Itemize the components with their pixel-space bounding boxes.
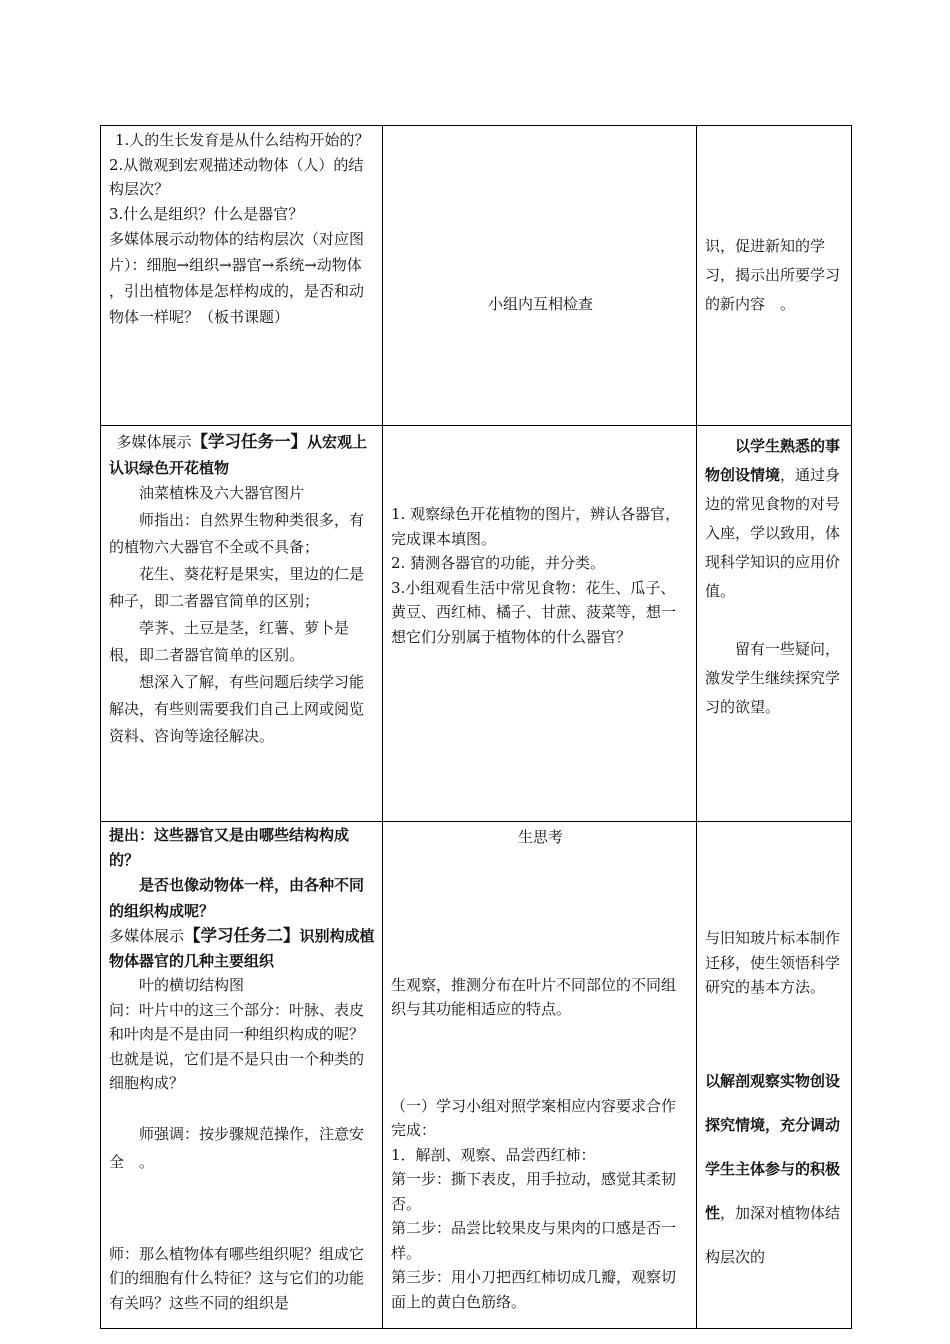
student-activity-cell [383,126,697,426]
task-one-desc: 从宏观上认识绿色开花植物 [109,433,368,477]
teacher-followup: 师：那么植物体有哪些组织呢？组成它们的细胞有什么特征？这与它们的功能有关吗？这些不同的组织是 [109,1244,365,1312]
teacher-note: 师指出：自然界生物种类很多，有的植物六大器官不全或不具备； [109,510,365,556]
task-two-title: 【学习任务二】 [184,926,300,945]
student-step: 2. 猜测各器官的功能，并分类。 [391,554,606,572]
student-step: 第一步：撕下表皮，用手拉动，感觉其柔韧否。 [391,1170,677,1213]
question-2: 2.从微观到宏观描述动物体（人）的结构层次？ [109,155,364,198]
figure-caption: 油菜植株及六大器官图片 [139,484,305,502]
design-intent-bold: 以解剖观察实物创设探究情境，充分调动学生主体参与的积极性 [705,1071,841,1222]
teacher-stress: 师强调：按步骤规范操作，注意安全 。 [109,1124,365,1171]
student-group-task: （一）学习小组对照学案相应内容要求合作完成： [391,1096,677,1139]
lesson-plan-table [100,125,852,1329]
teacher-activity-cell [101,126,383,426]
design-intent-bold: 以学生熟悉的事物创设情境 [705,437,841,484]
table-row [101,822,852,1329]
question-1: 1.人的生长发育是从什么结构开始的？ [115,131,370,149]
teacher-activity-cell [101,426,383,822]
student-step: 第二步：品尝比较果皮与果肉的口感是否一样。 [391,1219,677,1262]
question-prompt: 是否也像动物体一样，由各种不同的组织构成呢？ [109,876,365,920]
teacher-note: 荸荠、土豆是茎，红薯、萝卜是根，即二者器官简单的区别。 [109,618,350,664]
design-intent-text [705,1059,845,1279]
student-step: 3.小组观看生活中常见食物：花生、瓜子、黄豆、西红柿、橘子、甘蔗、菠菜等，想一想它们分别属于植物体的什么器官？ [391,578,677,646]
teacher-note: 想深入了解，有些问题后续学习能解决，有些则需要我们自己上网或阅览资料、咨询等途径解决。 [109,672,365,745]
student-think: 生思考 [517,828,563,846]
task-two-desc: 识别构成植物体器官的几种主要组织 [109,927,375,970]
student-activity-cell [383,426,697,822]
teacher-question: 问：叶片中的这三个部分：叶脉、表皮和叶肉是不是由同一种组织构成的呢？也就是说，它们是不是只由一个种类的细胞构成？ [109,1000,365,1092]
task-two-heading [109,924,376,973]
student-step: 1. 观察绿色开花植物的图片，辨认各器官，完成课本填图。 [391,505,681,548]
design-intent-rest: ，加深对植物体结构层次的 [705,1203,841,1266]
media-intro: 多媒体展示动物体的结构层次（对应图片）：细胞→组织→器官→系统→动物体 ，引出植物体是怎样构成的，是否和动物体一样呢？（板书课题） [109,230,365,326]
table-row [101,426,852,822]
design-intent-first: 与旧知玻片标本制作迁移，使生领悟科学研究的基本方法。 [705,929,841,996]
student-activity-text: 小组内互相检查 [487,294,593,313]
student-step: 第三步：用小刀把西红柿切成几瓣，观察切面上的黄白色筋络。 [391,1268,677,1311]
task-one-heading [109,429,376,481]
media-prefix: 多媒体展示 [109,927,185,945]
figure-caption: 叶的横切结构图 [139,976,245,994]
teacher-activity-cell [101,822,383,1329]
design-intent-rest: ，通过身边的常见食物的对号入座，学以致用，体现科学知识的应用价值。 [705,466,841,600]
design-intent-text [705,432,845,606]
design-intent-text: 识，促进新知的学习，揭示出所要学习的新内容 。 [705,237,841,313]
table-row [101,126,852,426]
student-observe: 生观察，推测分布在叶片不同部位的不同组织与其功能相适应的特点。 [391,975,677,1018]
student-step: 1．解剖、观察、品尝西红柿： [391,1145,596,1164]
design-intent-cell [697,126,852,426]
question-3: 3.什么是组织？什么是器官？ [109,204,304,223]
design-intent-cell [697,822,852,1329]
question-prompt: 提出：这些器官又是由哪些结构构成的？ [109,826,350,869]
media-prefix: 多媒体展示 [116,433,192,451]
teacher-note: 花生、葵花籽是果实，里边的仁是种子，即二者器官简单的区别； [109,564,365,610]
student-activity-cell [383,822,697,1329]
task-one-title: 【学习任务一】 [191,432,308,451]
design-intent-cell [697,426,852,822]
design-intent-second: 留有一些疑问，激发学生继续探究学习的欲望。 [705,640,841,716]
design-intent-second [705,1059,845,1279]
